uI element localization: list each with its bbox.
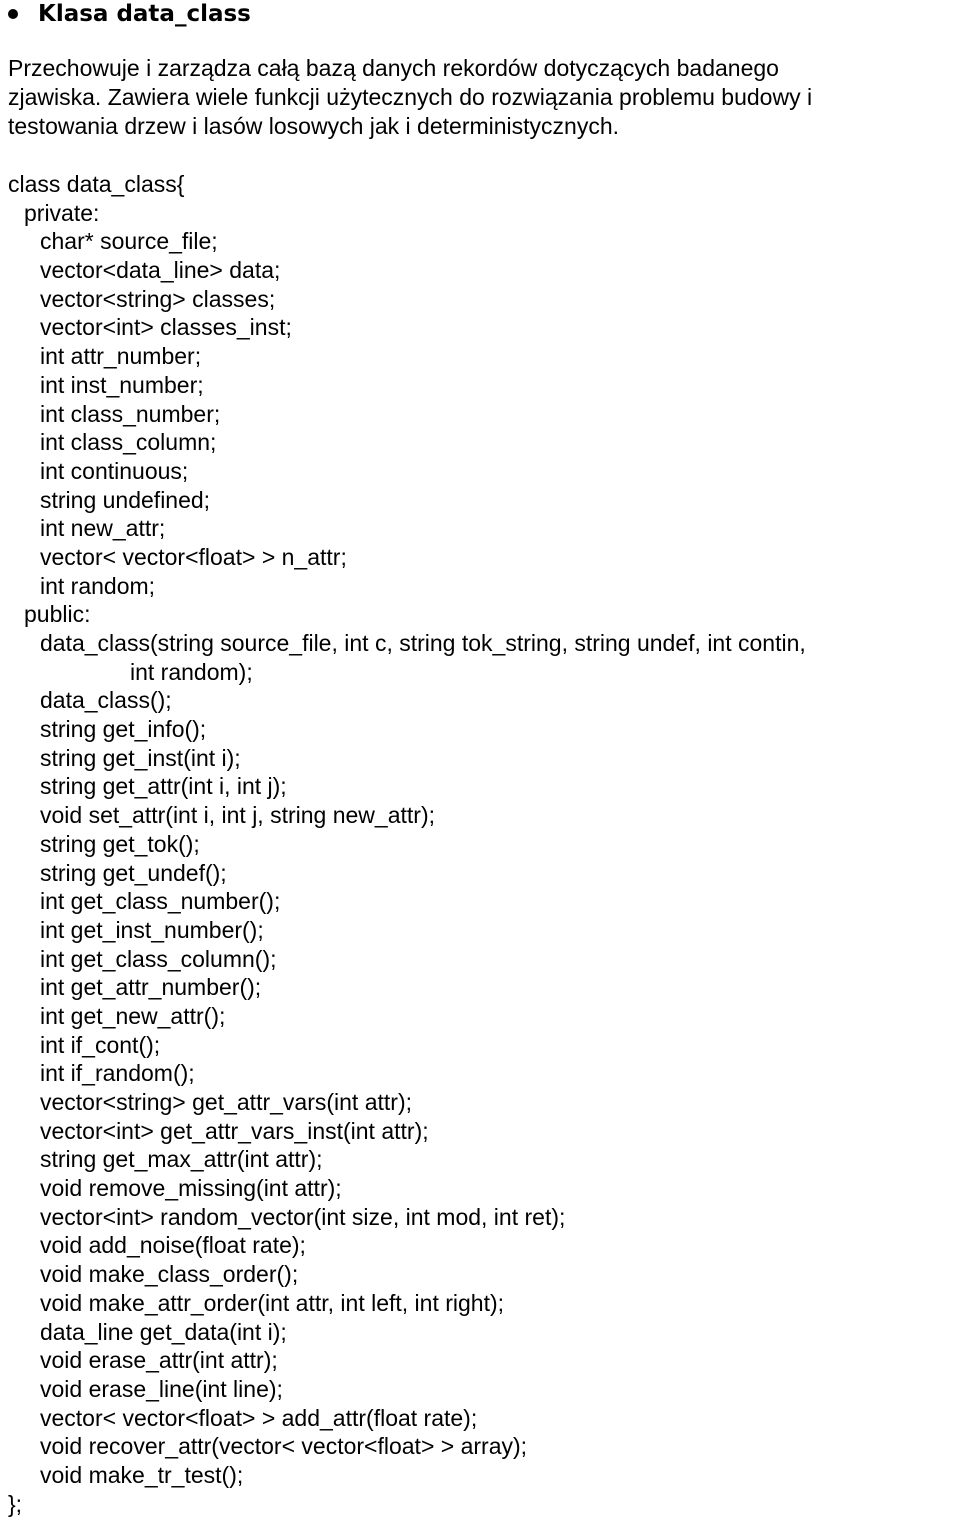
code-line: int get_inst_number(); [40, 916, 264, 943]
code-line: string get_undef(); [40, 859, 227, 886]
code-line: string get_attr(int i, int j); [40, 773, 287, 800]
code-listing [8, 170, 960, 1518]
code-line: int if_cont(); [40, 1031, 161, 1058]
code-line: vector<string> classes; [40, 285, 276, 312]
code-line: int class_column; [40, 429, 217, 456]
code-line: string undefined; [40, 486, 211, 513]
section-heading [8, 0, 251, 28]
code-line: void recover_attr(vector< vector<float> > array); [40, 1433, 528, 1460]
code-line: int get_new_attr(); [40, 1002, 226, 1029]
code-line: int if_random(); [40, 1060, 195, 1087]
code-line: vector<int> random_vector(int size, int mod, int ret); [40, 1203, 566, 1230]
code-line: void remove_missing(int attr); [40, 1175, 342, 1202]
code-line: vector< vector<float> > add_attr(float rate); [40, 1404, 478, 1431]
code-line: class data_class{ [8, 171, 185, 197]
code-line: int continuous; [40, 457, 189, 484]
code-line: string get_info(); [40, 716, 207, 743]
code-line: vector<data_line> data; [40, 257, 281, 284]
code-line: void erase_line(int line); [40, 1375, 283, 1402]
intro-line: testowania drzew i lasów losowych jak i deterministycznych. [8, 113, 620, 139]
code-line: vector< vector<float> > n_attr; [40, 543, 347, 570]
code-line: }; [8, 1490, 23, 1517]
code-line: int class_number; [40, 400, 221, 427]
code-line: data_line get_data(int i); [40, 1318, 287, 1345]
code-line: int inst_number; [40, 371, 204, 398]
code-line: vector<int> get_attr_vars_inst(int attr); [40, 1117, 429, 1144]
section-title: Klasa data_class [38, 1, 251, 27]
code-line: private: [24, 199, 100, 226]
code-line: vector<string> get_attr_vars(int attr); [40, 1089, 412, 1115]
bullet-icon [8, 9, 18, 19]
code-line: int attr_number; [40, 343, 202, 370]
code-line: data_class(); [40, 687, 172, 714]
code-line: int random); [130, 658, 253, 685]
code-line: public: [24, 601, 91, 628]
intro-line: zjawiska. Zawiera wiele funkcji użytecznych do rozwiązania problemu budowy i [8, 84, 813, 110]
code-line: int get_attr_number(); [40, 974, 262, 1001]
code-line: void make_class_order(); [40, 1261, 299, 1288]
code-line: void make_attr_order(int attr, int left, int right); [40, 1289, 505, 1316]
intro-paragraph [8, 54, 958, 141]
code-line: void add_noise(float rate); [40, 1232, 306, 1259]
code-line: string get_max_attr(int attr); [40, 1146, 323, 1173]
code-line: data_class(string source_file, int c, string tok_string, string undef, int contin, [40, 630, 806, 656]
intro-line: Przechowuje i zarządza całą bazą danych rekordów dotyczących badanego [8, 55, 779, 81]
code-line: void set_attr(int i, int j, string new_attr); [40, 802, 435, 829]
code-line: char* source_file; [40, 228, 218, 255]
code-line: string get_inst(int i); [40, 744, 241, 771]
code-line: vector<int> classes_inst; [40, 314, 292, 341]
code-line: int random; [40, 572, 156, 599]
code-line: int get_class_column(); [40, 945, 277, 972]
code-line: int new_attr; [40, 515, 166, 542]
code-line: string get_tok(); [40, 830, 200, 857]
code-line: int get_class_number(); [40, 888, 281, 915]
code-line: void make_tr_test(); [40, 1461, 244, 1488]
code-line: void erase_attr(int attr); [40, 1347, 278, 1374]
